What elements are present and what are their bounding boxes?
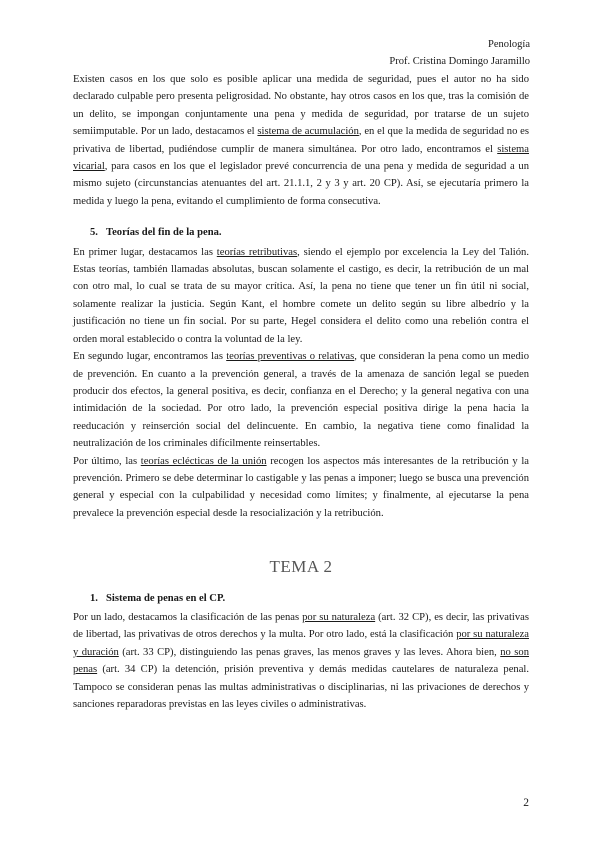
section-paragraph xyxy=(73,244,529,348)
section-paragraph xyxy=(73,348,529,452)
underlined-term: sistema de acumulación xyxy=(257,126,359,138)
text-run: , para casos en los que el legislador prevé concurrencia de una pena y medida de seguridad a un mismo sujeto (circunstancias atenuantes del art. 21.1.1, 2 y 3 y art. 20 CP). Así, se ejecutaría primero la medida y luego la pena, evitando el cumplimiento de forma consecutiva. xyxy=(73,161,529,207)
document-body xyxy=(73,71,529,713)
underlined-term: no son penas xyxy=(73,646,529,676)
text-run: Por un lado, destacamos la clasificación de las penas xyxy=(73,611,303,623)
underlined-term: teorías retributivas xyxy=(216,246,298,258)
underlined-term: por su naturaleza xyxy=(302,611,376,623)
section-paragraph xyxy=(73,453,529,523)
underlined-term: teorías preventivas o relativas xyxy=(226,351,355,363)
underlined-term: por su naturaleza y duración xyxy=(73,629,529,658)
page-header xyxy=(389,36,530,70)
text-run: (art. 33 CP), distinguiendo las penas graves, las menos graves y las leves. Ahora bien, xyxy=(118,646,501,658)
text-run: Por último, las xyxy=(73,455,141,467)
section-title: Teorías del fin de la pena. xyxy=(106,227,222,239)
text-run: (art. 32 CP), es decir, las privativas de libertad, las privativas de otros derechos y la multa. Por otro lado, está la clasificación xyxy=(73,611,529,641)
text-run: Existen casos en los que solo es posible aplicar una medida de seguridad, pues el autor no ha sido declarado culpable pero presenta peligrosidad. No obstante, hay otros casos en los que, tras la comisión de un delito, se impongan conjuntamente una pena y medida de seguridad, por tratarse de un sujeto semiimputable. Por un lado, destacamos el xyxy=(73,74,529,138)
header-professor: Prof. Cristina Domingo Jaramillo xyxy=(389,56,530,67)
header-subject: Penología xyxy=(488,39,530,50)
text-run: En segundo lugar, encontramos las xyxy=(73,351,227,363)
text-run: , siendo el ejemplo por excelencia la Ley del Talión. Estas teorías, también llamadas absolutas, buscan solamente el castigo, es decir, la retribución de un mal con otro mal, lo cual se trata de su mayor crítica. Así, la pena no tiene que tener un fin útil ni social, solamente realizar la justicia. Según Kant, el hombre comete un delito según su libre albedrío y la justificación no tiene un fin social. Por su parte, Hegel considera el delito como una rebelión contra el orden moral establecido o contra la voluntad de la ley. xyxy=(73,246,529,345)
section-number: 1. xyxy=(90,592,98,604)
section-heading xyxy=(90,590,529,607)
intro-paragraph xyxy=(73,71,529,210)
text-run: (art. 34 CP) la detención, prisión preventiva y demás medidas cautelares de naturaleza penal. Tampoco se consideran penas las multas administrativas o disciplinarias, ni las privaciones de derechos y sanciones reparadoras previstas en las leyes civiles o administrativas. xyxy=(73,664,529,710)
page-number: 2 xyxy=(523,797,529,809)
section-paragraph xyxy=(73,609,529,713)
underlined-term: teorías eclécticas de la unión xyxy=(140,455,267,467)
section-title: Sistema de penas en el CP. xyxy=(106,592,226,604)
section-number: 5. xyxy=(90,227,98,239)
underlined-term: sistema vicarial xyxy=(73,143,529,173)
tema-title: TEMA 2 xyxy=(269,557,333,577)
text-run: recogen los aspectos más interesantes de la retribución y la prevención. Primero se debe determinar lo castigable y las penas a imponer; luego se busca una prevención general y especial con la culpabilidad y necesidad como límites; y finalmente, al ejecutarse la pena prevalece la prevención especial desde la resocialización y la retribución. xyxy=(73,455,529,519)
text-run: En primer lugar, destacamos las xyxy=(73,246,217,258)
text-run: , en el que la medida de seguridad no es privativa de libertad, pudiéndose cumplir de manera simultánea. Por otro lado, encontramos el xyxy=(73,126,530,155)
section-heading xyxy=(90,224,529,241)
text-run: , que consideran la pena como un medio de prevención. En cuanto a la prevención general, a través de la amenaza de sanción legal se pueden producir dos efectos, la general positiva, es decir, confianza en el Derecho; y la general negativa con una intimidación de la sociedad. Por otro lado, la prevención especial positiva dirige la pena hacia la reeducación y reinserción social del delincuente. En cambio, la negativa tiene como finalidad la neutralización de los criminales difícilmente reinsertables. xyxy=(73,351,530,450)
